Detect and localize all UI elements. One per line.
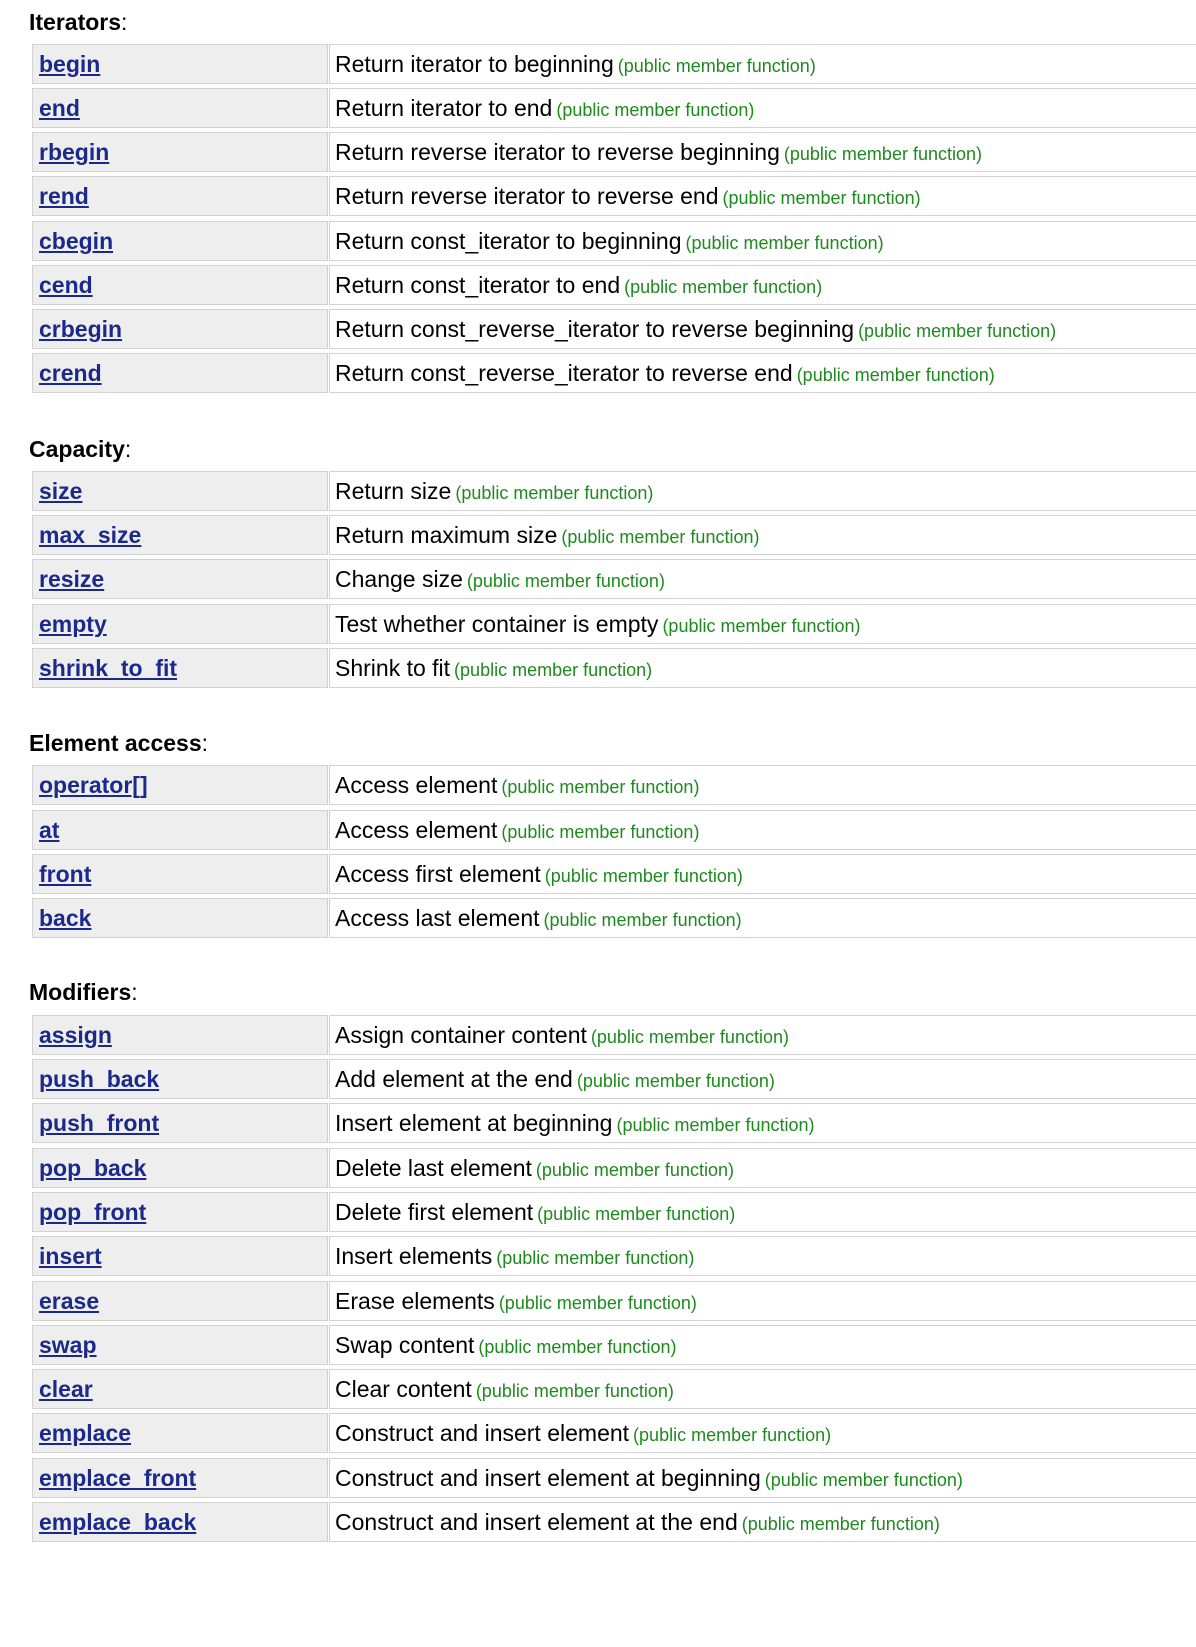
name-cell — [32, 1413, 328, 1453]
member-kind: (public member function) — [556, 100, 755, 120]
member-description: Access element — [335, 772, 498, 798]
member-link-pop-front[interactable]: pop_front — [39, 1199, 147, 1225]
member-link-cbegin[interactable]: cbegin — [39, 228, 114, 254]
table-row — [32, 265, 1196, 305]
table-row — [32, 1369, 1196, 1409]
table-row — [32, 1059, 1196, 1099]
desc-cell — [329, 559, 1196, 599]
member-kind: (public member function) — [543, 910, 742, 930]
table-row — [32, 132, 1196, 172]
desc-cell — [329, 221, 1196, 261]
member-link-erase[interactable]: erase — [39, 1288, 100, 1314]
section-title: Capacity: — [29, 436, 132, 462]
member-kind: (public member function) — [617, 56, 816, 76]
table-row — [32, 515, 1196, 555]
table-row — [32, 1458, 1196, 1498]
member-description: Return iterator to beginning — [335, 51, 614, 77]
table-row — [32, 1148, 1196, 1188]
name-cell — [32, 176, 328, 216]
member-description: Test whether container is empty — [335, 611, 659, 637]
desc-cell — [329, 898, 1196, 938]
member-description: Return iterator to end — [335, 95, 553, 121]
member-kind: (public member function) — [544, 866, 743, 886]
member-kind: (public member function) — [685, 233, 884, 253]
member-description: Delete first element — [335, 1199, 534, 1225]
desc-cell — [329, 471, 1196, 511]
member-kind: (public member function) — [633, 1425, 832, 1445]
desc-cell — [329, 132, 1196, 172]
member-link-size[interactable]: size — [39, 478, 83, 504]
desc-cell — [329, 810, 1196, 850]
member-description: Access last element — [335, 905, 540, 931]
member-link-emplace-front[interactable]: emplace_front — [39, 1465, 197, 1491]
name-cell — [32, 1059, 328, 1099]
member-kind: (public member function) — [741, 1514, 940, 1534]
member-link-clear[interactable]: clear — [39, 1376, 93, 1402]
member-description: Construct and insert element at beginning — [335, 1465, 761, 1491]
name-cell — [32, 648, 328, 688]
member-description: Change size — [335, 566, 463, 592]
table-row — [32, 604, 1196, 644]
member-link-crend[interactable]: crend — [39, 360, 102, 386]
member-kind: (public member function) — [624, 277, 823, 297]
member-description: Return reverse iterator to reverse beginning — [335, 139, 780, 165]
member-description: Swap content — [335, 1332, 475, 1358]
name-cell — [32, 353, 328, 393]
desc-cell — [329, 309, 1196, 349]
section-title: Element access: — [29, 730, 209, 756]
member-description: Return maximum size — [335, 522, 558, 548]
name-cell — [32, 898, 328, 938]
member-kind: (public member function) — [783, 144, 982, 164]
member-link-insert[interactable]: insert — [39, 1243, 102, 1269]
member-link-push-back[interactable]: push_back — [39, 1066, 160, 1092]
table-row — [32, 898, 1196, 938]
name-cell — [32, 309, 328, 349]
desc-cell — [329, 515, 1196, 555]
member-kind: (public member function) — [590, 1027, 789, 1047]
table-row — [32, 810, 1196, 850]
member-description: Return reverse iterator to reverse end — [335, 183, 719, 209]
member-description: Return const_reverse_iterator to reverse end — [335, 360, 793, 386]
member-kind: (public member function) — [455, 483, 654, 503]
desc-cell — [329, 1369, 1196, 1409]
desc-cell — [329, 604, 1196, 644]
name-cell — [32, 604, 328, 644]
desc-cell — [329, 1236, 1196, 1276]
desc-cell — [329, 648, 1196, 688]
name-cell — [32, 765, 328, 805]
name-cell — [32, 1325, 328, 1365]
member-kind: (public member function) — [466, 571, 665, 591]
member-description: Access element — [335, 817, 498, 843]
desc-cell — [329, 1015, 1196, 1055]
member-kind: (public member function) — [498, 1293, 697, 1313]
name-cell — [32, 132, 328, 172]
member-link-emplace[interactable]: emplace — [39, 1420, 132, 1446]
member-link-push-front[interactable]: push_front — [39, 1110, 160, 1136]
member-description: Return const_reverse_iterator to reverse beginning — [335, 316, 855, 342]
member-kind: (public member function) — [475, 1381, 674, 1401]
member-kind: (public member function) — [537, 1204, 736, 1224]
member-kind: (public member function) — [616, 1115, 815, 1135]
member-link-swap[interactable]: swap — [39, 1332, 97, 1358]
desc-cell — [329, 265, 1196, 305]
desc-cell — [329, 1148, 1196, 1188]
desc-cell — [329, 1458, 1196, 1498]
desc-cell — [329, 1059, 1196, 1099]
table-row — [32, 765, 1196, 805]
section-title: Modifiers: — [29, 979, 138, 1005]
table-row — [32, 221, 1196, 261]
name-cell — [32, 1502, 328, 1542]
section-title: Iterators: — [29, 9, 128, 35]
name-cell — [32, 1192, 328, 1232]
table-row — [32, 176, 1196, 216]
name-cell — [32, 221, 328, 261]
member-link-at[interactable]: at — [39, 817, 60, 843]
table-row — [32, 1325, 1196, 1365]
table-row — [32, 1236, 1196, 1276]
table-row — [32, 1015, 1196, 1055]
name-cell — [32, 1148, 328, 1188]
desc-cell — [329, 765, 1196, 805]
desc-cell — [329, 1192, 1196, 1232]
table-row — [32, 1502, 1196, 1542]
name-cell — [32, 1103, 328, 1143]
member-link-front[interactable]: front — [39, 861, 92, 887]
member-kind: (public member function) — [501, 777, 700, 797]
table-row — [32, 559, 1196, 599]
desc-cell — [329, 353, 1196, 393]
desc-cell — [329, 88, 1196, 128]
member-description: Insert element at beginning — [335, 1110, 613, 1136]
member-description: Clear content — [335, 1376, 472, 1402]
member-kind: (public member function) — [796, 365, 995, 385]
member-kind: (public member function) — [722, 188, 921, 208]
member-link-operator-brackets[interactable]: operator[] — [39, 772, 148, 798]
member-link-max-size[interactable]: max_size — [39, 522, 142, 548]
member-kind: (public member function) — [454, 660, 653, 680]
member-link-cend[interactable]: cend — [39, 272, 93, 298]
member-kind: (public member function) — [535, 1160, 734, 1180]
member-kind: (public member function) — [501, 822, 700, 842]
member-description: Construct and insert element at the end — [335, 1509, 738, 1535]
member-description: Add element at the end — [335, 1066, 573, 1092]
desc-cell — [329, 854, 1196, 894]
member-link-end[interactable]: end — [39, 95, 80, 121]
name-cell — [32, 1369, 328, 1409]
member-kind: (public member function) — [478, 1337, 677, 1357]
member-link-resize[interactable]: resize — [39, 566, 105, 592]
name-cell — [32, 471, 328, 511]
member-link-shrink-to-fit[interactable]: shrink_to_fit — [39, 655, 178, 681]
table-row — [32, 1281, 1196, 1321]
member-kind: (public member function) — [496, 1248, 695, 1268]
member-kind: (public member function) — [662, 616, 861, 636]
name-cell — [32, 88, 328, 128]
member-description: Delete last element — [335, 1155, 532, 1181]
desc-cell — [329, 1325, 1196, 1365]
table-row — [32, 88, 1196, 128]
member-description: Return const_iterator to end — [335, 272, 621, 298]
name-cell — [32, 1015, 328, 1055]
member-description: Erase elements — [335, 1288, 495, 1314]
member-kind: (public member function) — [561, 527, 760, 547]
member-link-emplace-back[interactable]: emplace_back — [39, 1509, 197, 1535]
name-cell — [32, 515, 328, 555]
table-row — [32, 353, 1196, 393]
table-row — [32, 44, 1196, 84]
table-row — [32, 648, 1196, 688]
member-link-empty[interactable]: empty — [39, 611, 107, 637]
desc-cell — [329, 1103, 1196, 1143]
member-description: Shrink to fit — [335, 655, 451, 681]
table-row — [32, 1413, 1196, 1453]
member-description: Insert elements — [335, 1243, 493, 1269]
name-cell — [32, 1236, 328, 1276]
table-row — [32, 854, 1196, 894]
member-link-pop-back[interactable]: pop_back — [39, 1155, 147, 1181]
desc-cell — [329, 1413, 1196, 1453]
table-row — [32, 1192, 1196, 1232]
member-description: Return size — [335, 478, 452, 504]
name-cell — [32, 854, 328, 894]
member-description: Access first element — [335, 861, 541, 887]
member-description: Return const_iterator to beginning — [335, 228, 682, 254]
name-cell — [32, 1458, 328, 1498]
member-kind: (public member function) — [576, 1071, 775, 1091]
name-cell — [32, 810, 328, 850]
member-description: Assign container content — [335, 1022, 587, 1048]
table-row — [32, 1103, 1196, 1143]
member-link-rbegin[interactable]: rbegin — [39, 139, 110, 165]
member-description: Construct and insert element — [335, 1420, 630, 1446]
desc-cell — [329, 1502, 1196, 1542]
desc-cell — [329, 176, 1196, 216]
member-link-rend[interactable]: rend — [39, 183, 89, 209]
name-cell — [32, 1281, 328, 1321]
member-kind: (public member function) — [764, 1470, 963, 1490]
desc-cell — [329, 1281, 1196, 1321]
table-row — [32, 309, 1196, 349]
name-cell — [32, 559, 328, 599]
member-link-crbegin[interactable]: crbegin — [39, 316, 123, 342]
desc-cell — [329, 44, 1196, 84]
member-link-begin[interactable]: begin — [39, 51, 101, 77]
name-cell — [32, 265, 328, 305]
member-link-assign[interactable]: assign — [39, 1022, 112, 1048]
table-row — [32, 471, 1196, 511]
member-link-back[interactable]: back — [39, 905, 92, 931]
name-cell — [32, 44, 328, 84]
member-kind: (public member function) — [858, 321, 1057, 341]
